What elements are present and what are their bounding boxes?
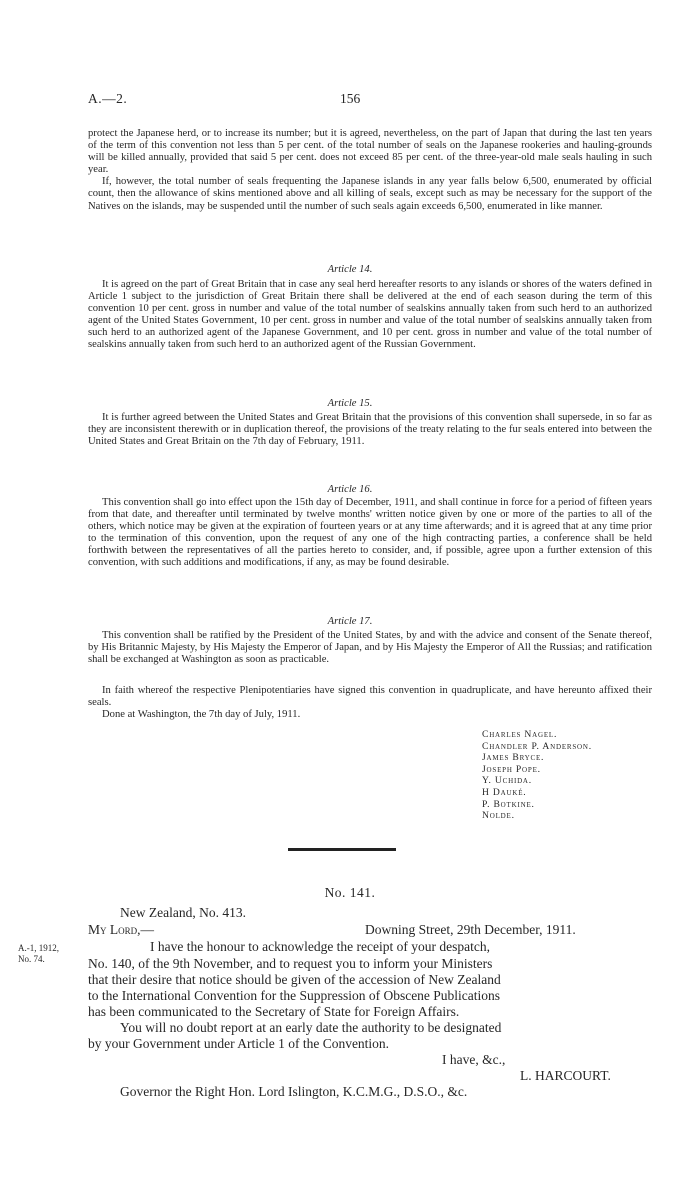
document-reference: A.—2. bbox=[88, 91, 128, 106]
despatch-line: has been communicated to the Secretary of State for Foreign Affairs. bbox=[88, 1004, 460, 1019]
article-15-body bbox=[88, 412, 652, 448]
article-17-title: Article 17. bbox=[327, 616, 373, 627]
paragraph: This convention shall go into effect upon the 15th day of December, 1911, and shall continue in force for a period of fifteen years from that date, and thereafter until terminated by twelve months' written notice given by one or more of the parties to all of the others, which notice may be given at the expiration of fourteen years or at any time afterwards; and it is agreed that at any time prior to the termination of this convention, upon the request of any one of the high contracting parties, a conference shall be held forthwith between the representatives of all the parties hereto to consider, and, if possible, agree upon a further extension of this convention, with such additions and modifications, if any, as may be found desirable. bbox=[88, 497, 652, 569]
signatory: James Bryce. bbox=[482, 752, 545, 764]
article-15-title: Article 15. bbox=[327, 398, 373, 409]
faith-clause: In faith whereof the respective Plenipotentiaries have signed this convention in quadruplicate, and have hereunto affixed their seals. bbox=[88, 685, 652, 709]
despatch-line: to the International Convention for the Suppression of Obscene Publications bbox=[88, 988, 501, 1003]
signatory: Chandler P. Anderson. bbox=[482, 740, 592, 752]
article-16-title: Article 16. bbox=[327, 484, 373, 495]
article-14-body bbox=[88, 279, 652, 352]
despatch-line: that their desire that notice should be given of the accession of New Zealand bbox=[88, 972, 501, 987]
despatch-line: by your Government under Article 1 of the Convention. bbox=[88, 1036, 390, 1051]
article-16-body bbox=[88, 497, 652, 570]
signatory: Nolde. bbox=[482, 810, 515, 822]
signature: L. HARCOURT. bbox=[520, 1068, 611, 1083]
signatory: Joseph Pope. bbox=[482, 763, 541, 775]
salutation: My Lord,— bbox=[88, 922, 155, 937]
page-number: 156 bbox=[340, 91, 361, 106]
place-date: Downing Street, 29th December, 1911. bbox=[365, 922, 576, 937]
closing-clause bbox=[88, 685, 652, 721]
article-13-continuation bbox=[88, 128, 652, 213]
signatories bbox=[482, 729, 592, 822]
paragraph: This convention shall be ratified by the President of the United States, by and with the advice and consent of the Senate thereof, by His Britannic Majesty, by His Majesty the Emperor of Japan, and by His Majesty the Emperor of All the Russias; and ratification shall be exchanged at Washington as soon as practicable. bbox=[88, 630, 652, 666]
despatch-line: You will no doubt report at an early date the authority to be designated bbox=[120, 1020, 502, 1035]
article-14-title: Article 14. bbox=[327, 264, 373, 275]
complimentary-close: I have, &c., bbox=[442, 1052, 506, 1067]
margin-note: A.-1, 1912, bbox=[18, 943, 59, 953]
section-divider bbox=[288, 848, 396, 851]
paragraph: It is agreed on the part of Great Britain that in case any seal herd hereafter resorts to any islands or shores of the waters defined in Article 1 subject to the jurisdiction of Great Britain there shall be delivered at the end of each season during the term of this convention 10 per cent. gross in number and value of the total number of sealskins annually taken from such herd to an authorized agent of the United States Government, 10 per cent. gross in number and value of the total number of sealskins annually taken from such herd to an authorized agent of the Japanese Government, and 10 per cent. gross in number and value of the total number of sealskins annually taken from such herd to an authorized agent of the Russian Government. bbox=[88, 279, 652, 351]
despatch-reference: New Zealand, No. 413. bbox=[120, 905, 246, 920]
signatory: P. Botkine. bbox=[482, 798, 535, 810]
despatch-number: No. 141. bbox=[324, 885, 376, 900]
signatory: Charles Nagel. bbox=[482, 729, 558, 740]
paragraph: protect the Japanese herd, or to increase its number; but it is agreed, nevertheless, on the part of Japan that during the last ten years of the term of this convention not less than 5 per cent. of the total number of seals on the Japanese rookeries and hauling-grounds will be killed annually, provided that said 5 per cent. does not exceed 85 per cent. of the three-year-old male seals hauling in such year. bbox=[88, 128, 652, 176]
paragraph: If, however, the total number of seals frequenting the Japanese islands in any year falls below 6,500, enumerated by official count, then the allowance of skins mentioned above and all killing of seals, except such as may be necessary for the support of the Natives on the islands, may be suspended until the number of such seals again exceeds 6,500, enumerated in like manner. bbox=[88, 176, 652, 212]
despatch-line: No. 140, of the 9th November, and to request you to inform your Ministers bbox=[88, 956, 493, 971]
paragraph: It is further agreed between the United States and Great Britain that the provisions of this convention shall supersede, in so far as they are inconsistent therewith or in duplication thereof, the provisions of the treaty relating to the fur seals entered into between the United States and Great Britain on the 7th day of February, 1911. bbox=[88, 412, 652, 448]
signatory: H Dauké. bbox=[482, 786, 527, 798]
despatch-line: I have the honour to acknowledge the receipt of your despatch, bbox=[150, 939, 490, 954]
margin-note: No. 74. bbox=[18, 954, 45, 964]
addressee: Governor the Right Hon. Lord Islington, K.C.M.G., D.S.O., &c. bbox=[120, 1084, 468, 1099]
article-17-body bbox=[88, 630, 652, 666]
signatory: Y. Uchida. bbox=[482, 775, 532, 787]
done-clause: Done at Washington, the 7th day of July, 1911. bbox=[102, 709, 301, 721]
